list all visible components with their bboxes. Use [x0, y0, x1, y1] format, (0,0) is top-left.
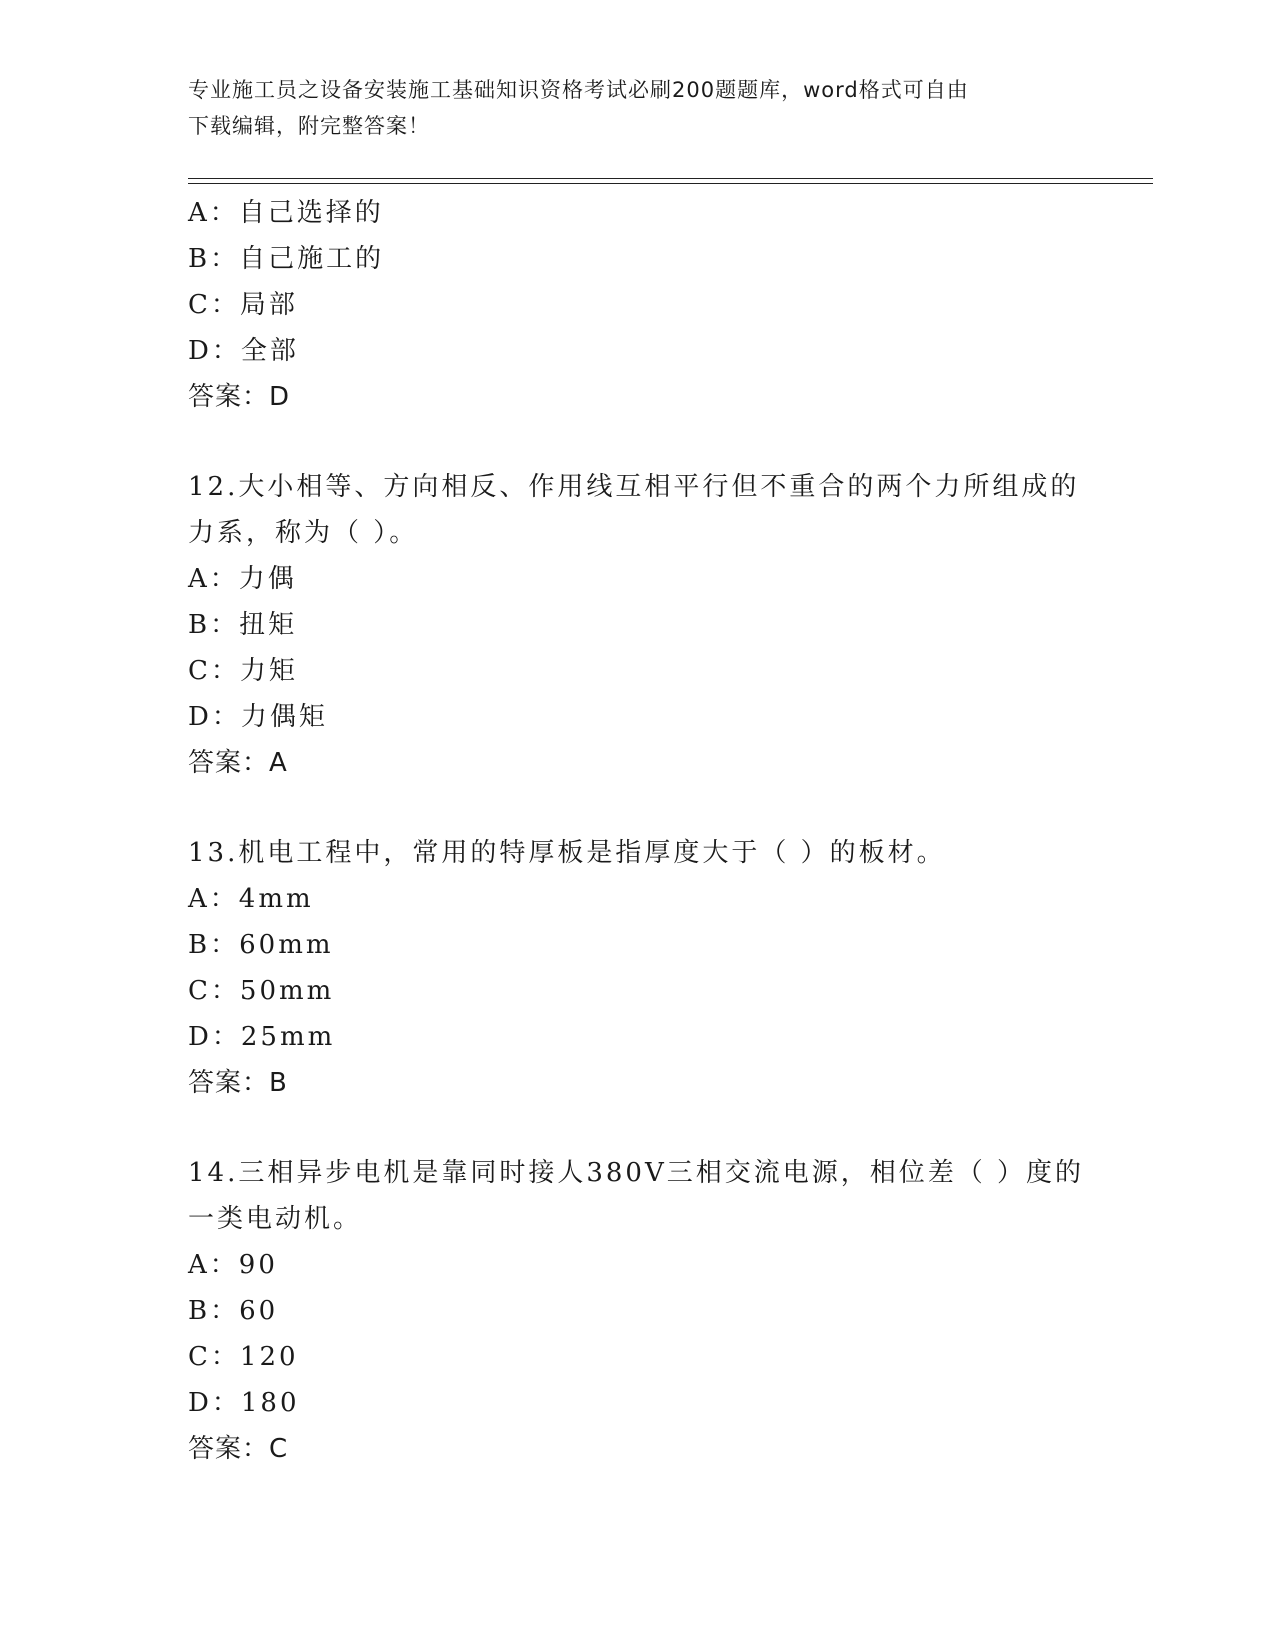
- option-c: C：力矩: [188, 656, 298, 686]
- answer-line: 答案：B: [188, 1068, 288, 1098]
- spacer: [188, 420, 1088, 464]
- option-c: C：局部: [188, 290, 298, 320]
- question-stem: 12.大小相等、方向相反、作用线互相平行但不重合的两个力所组成的 力系，称为（ ）。: [188, 472, 1080, 548]
- option-b: B：60mm: [188, 930, 334, 960]
- question-block-12: [188, 464, 1088, 786]
- option-b: B：扭矩: [188, 610, 298, 640]
- question-block-14: [188, 1150, 1088, 1472]
- option-d: D：180: [188, 1388, 300, 1418]
- option-a: A：90: [188, 1250, 278, 1280]
- question-stem: 13.机电工程中，常用的特厚板是指厚度大于（ ）的板材。: [188, 838, 946, 868]
- question-block-13: [188, 830, 1088, 1106]
- option-d: D：25mm: [188, 1022, 336, 1052]
- option-d: D：全部: [188, 336, 299, 366]
- question-list: [188, 190, 1088, 1472]
- option-c: C：120: [188, 1342, 299, 1372]
- document-header: [188, 72, 1088, 144]
- option-a: A：力偶: [188, 564, 297, 594]
- header-divider-top: [188, 178, 1153, 179]
- option-b: B：60: [188, 1296, 279, 1326]
- header-title-line-2: 下载编辑，附完整答案！: [188, 114, 430, 138]
- answer-line: 答案：D: [188, 382, 291, 412]
- header-title-line-1: 专业施工员之设备安装施工基础知识资格考试必刷200题题库，word格式可自由: [188, 78, 969, 102]
- header-divider-bottom: [188, 183, 1153, 184]
- spacer: [188, 786, 1088, 830]
- question-stem: 14.三相异步电机是靠同时接人380V三相交流电源，相位差（ ）度的 一类电动机。: [188, 1158, 1085, 1234]
- question-block-11: [188, 190, 1088, 420]
- answer-line: 答案：C: [188, 1434, 289, 1464]
- spacer: [188, 1106, 1088, 1150]
- option-d: D：力偶矩: [188, 702, 328, 732]
- option-c: C：50mm: [188, 976, 335, 1006]
- option-a: A：自己选择的: [188, 198, 384, 228]
- option-b: B：自己施工的: [188, 244, 385, 274]
- option-a: A：4mm: [188, 884, 314, 914]
- answer-line: 答案：A: [188, 748, 288, 778]
